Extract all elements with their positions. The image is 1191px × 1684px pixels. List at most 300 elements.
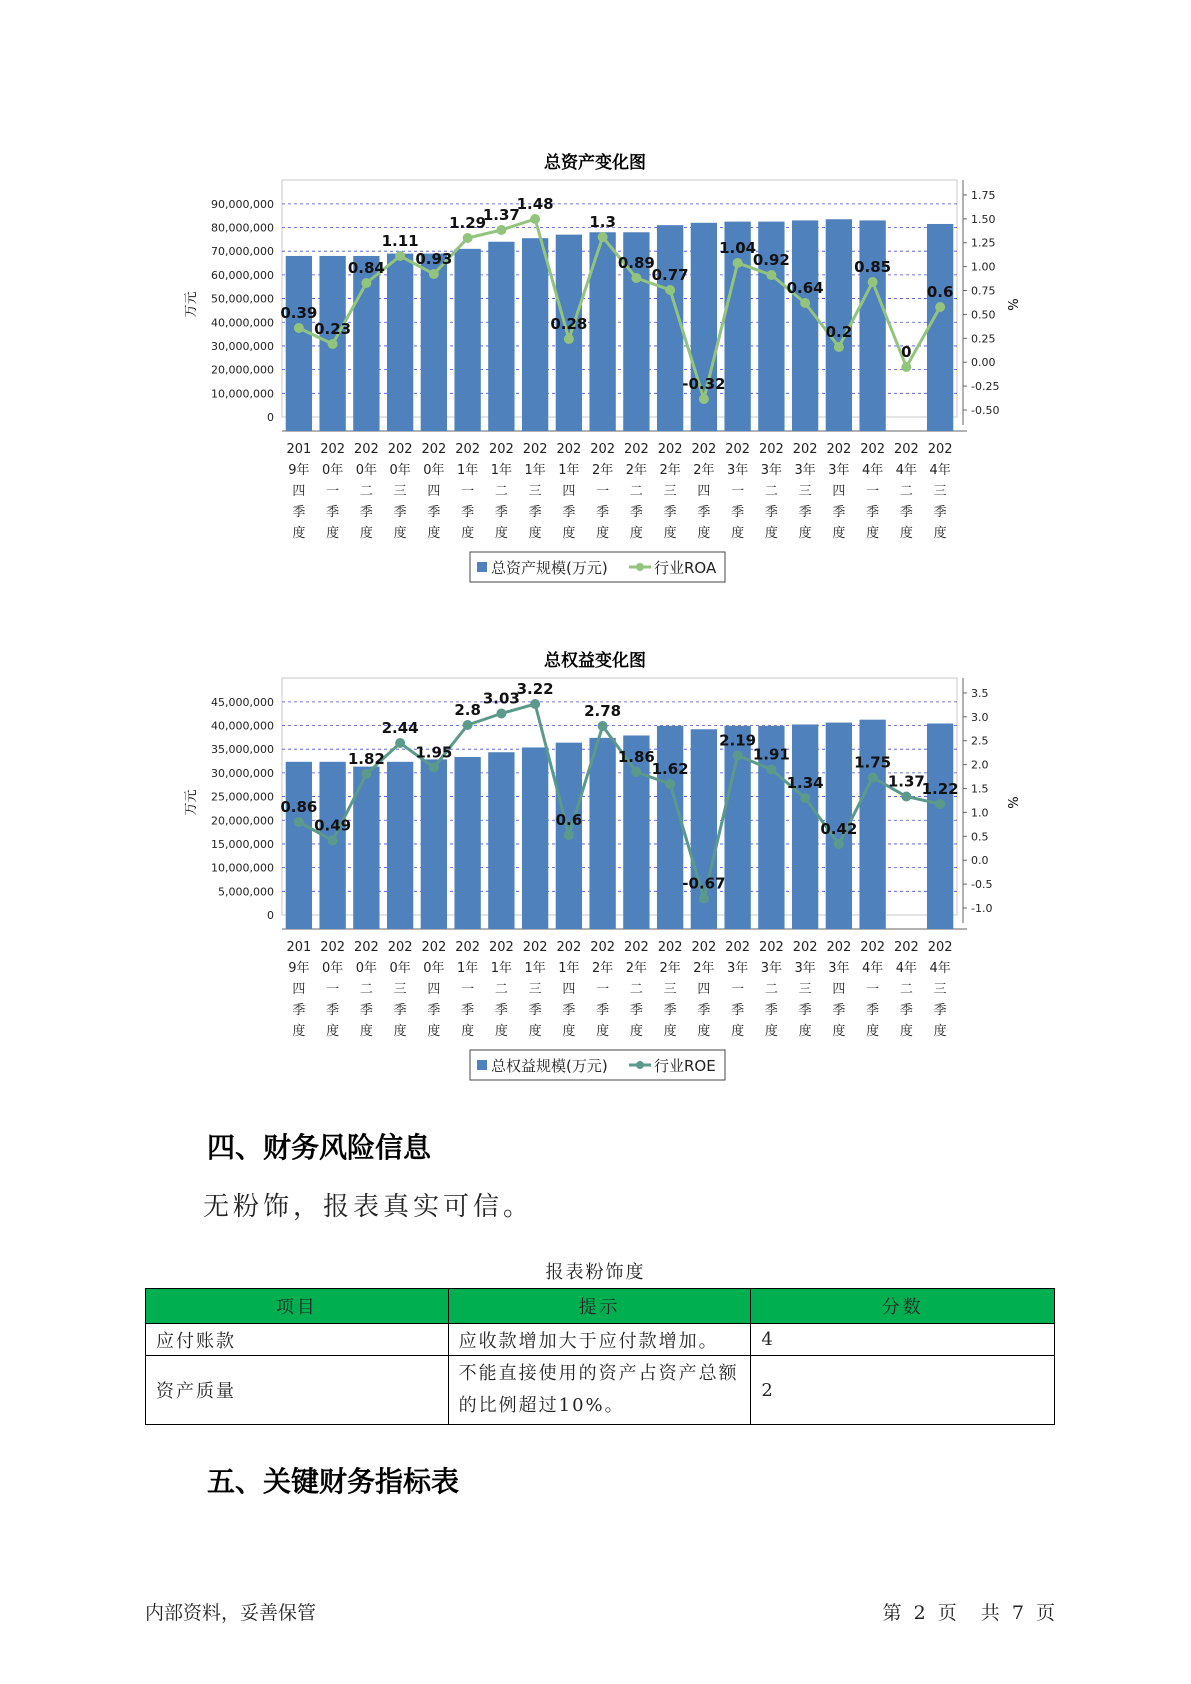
x-tick-label: 202 [758, 442, 784, 457]
x-tick-label: 度 [292, 1024, 306, 1039]
data-label: 1.37 [482, 206, 520, 224]
x-tick-label: 度 [562, 526, 576, 541]
x-tick-label: 度 [292, 526, 306, 541]
y2-tick-label: 1.0 [971, 806, 989, 820]
bar [387, 254, 413, 431]
x-tick-label: 201 [286, 940, 312, 955]
y2-axis-label: % [1004, 796, 1019, 809]
line-point [733, 751, 743, 761]
x-tick-label: 三 [528, 982, 542, 997]
x-tick-label: 1年 [490, 463, 513, 478]
line-point [766, 270, 776, 280]
x-tick-label: 202 [792, 442, 818, 457]
x-tick-label: 1年 [558, 961, 580, 976]
data-label: 1.86 [617, 748, 655, 766]
data-label: 0.84 [347, 259, 385, 277]
x-tick-label: 202 [623, 940, 649, 955]
y2-tick-label: 0.0 [971, 854, 989, 868]
row-item: 应付账款 [146, 1324, 449, 1356]
y-tick-label: 20,000,000 [211, 814, 274, 828]
data-label: 2.78 [584, 702, 622, 720]
kpi-section-heading: 五、关键财务指标表 [207, 1465, 460, 1498]
total-prefix: 共 [980, 1602, 1000, 1624]
line-point [935, 799, 945, 809]
x-tick-label: 度 [764, 1024, 778, 1039]
x-tick-label: 度 [663, 526, 677, 541]
x-tick-label: 季 [528, 505, 542, 520]
data-label: 1.91 [752, 745, 790, 764]
x-tick-label: 0年 [321, 961, 344, 976]
line-point [868, 277, 878, 287]
header-item: 项目 [146, 1289, 449, 1324]
x-tick-label: 二 [899, 484, 913, 499]
x-tick-label: 季 [427, 1003, 441, 1018]
x-tick-label: 度 [933, 526, 947, 541]
row-hint: 应收款增加大于应付款增加。 [448, 1324, 751, 1356]
y-tick-label: 15,000,000 [211, 837, 274, 851]
x-tick-label: 季 [461, 505, 475, 520]
x-tick-label: 季 [663, 505, 677, 520]
bar [657, 225, 683, 431]
y-axis-label: 万元 [184, 291, 199, 318]
x-tick-label: 202 [320, 442, 346, 457]
legend-label-line: 行业ROA [654, 559, 717, 577]
y-tick-label: 90,000,000 [211, 197, 274, 211]
x-tick-label: 度 [461, 1024, 475, 1039]
data-label: 1.34 [786, 774, 824, 792]
x-tick-label: 季 [393, 505, 407, 520]
y2-tick-label: 2.0 [971, 758, 989, 772]
x-tick-label: 二 [359, 484, 373, 499]
x-tick-label: 0年 [355, 463, 378, 478]
data-label: 1.29 [449, 214, 487, 232]
x-tick-label: 3年 [726, 961, 749, 976]
data-label: 1.95 [415, 743, 453, 762]
x-tick-label: 2年 [693, 961, 715, 976]
data-label: 0.28 [550, 315, 588, 333]
x-tick-label: 202 [455, 442, 481, 457]
y2-tick-label: 0.50 [971, 308, 996, 322]
y-tick-label: 30,000,000 [211, 339, 274, 353]
x-tick-label: 季 [798, 505, 812, 520]
x-tick-label: 季 [832, 1003, 846, 1018]
x-tick-label: 4年 [929, 961, 951, 976]
y2-tick-label: 1.5 [971, 782, 989, 796]
x-tick-label: 季 [427, 505, 441, 520]
legend-swatch-point [636, 1061, 644, 1069]
x-tick-label: 1年 [558, 463, 580, 478]
x-tick-label: 四 [427, 982, 441, 997]
bar [589, 738, 615, 929]
x-tick-label: 202 [860, 940, 886, 955]
x-tick-label: 季 [663, 1003, 677, 1018]
x-tick-label: 度 [461, 526, 475, 541]
x-tick-label: 季 [697, 505, 711, 520]
x-tick-label: 202 [657, 442, 683, 457]
x-tick-label: 一 [596, 982, 610, 997]
y2-tick-label: 1.75 [971, 188, 996, 202]
x-tick-label: 三 [393, 982, 407, 997]
x-tick-label: 四 [562, 982, 576, 997]
x-tick-label: 202 [590, 442, 616, 457]
data-label: 2.19 [719, 731, 757, 750]
line-point [631, 767, 641, 777]
line-point [834, 342, 844, 352]
x-tick-label: 202 [623, 442, 649, 457]
total-equity-chart [0, 638, 1191, 1098]
x-tick-label: 202 [691, 442, 717, 457]
y-tick-label: 40,000,000 [211, 316, 274, 330]
line-point [294, 817, 304, 827]
y-tick-label: 50,000,000 [211, 292, 274, 306]
line-point [598, 232, 608, 242]
x-tick-label: 一 [731, 484, 745, 499]
x-tick-label: 202 [522, 940, 548, 955]
y2-tick-label: -0.5 [971, 878, 993, 892]
x-tick-label: 度 [596, 1024, 610, 1039]
table-header-row [146, 1289, 1055, 1324]
bar [792, 724, 818, 929]
x-tick-label: 202 [421, 442, 447, 457]
x-tick-label: 度 [663, 1024, 677, 1039]
x-tick-label: 季 [562, 505, 576, 520]
risk-summary-text: 无粉饰，报表真实可信。 [203, 1192, 534, 1222]
data-label: 1.62 [651, 760, 689, 778]
x-tick-label: 季 [899, 1003, 913, 1018]
bar [927, 724, 953, 929]
x-tick-label: 度 [697, 526, 711, 541]
table-caption: 报表粉饰度 [545, 1262, 646, 1283]
data-label: 0.89 [617, 254, 655, 272]
legend-swatch-point [636, 563, 644, 571]
x-tick-label: 201 [286, 442, 312, 457]
x-tick-label: 度 [832, 1024, 846, 1039]
x-tick-label: 1年 [524, 961, 546, 976]
x-tick-label: 二 [764, 982, 778, 997]
data-label: 0.2 [825, 323, 853, 341]
x-tick-label: 0年 [389, 463, 411, 478]
x-tick-label: 四 [832, 484, 846, 499]
x-tick-label: 一 [731, 982, 745, 997]
line-point [598, 721, 608, 731]
x-tick-label: 三 [933, 982, 947, 997]
data-label: 0.64 [786, 279, 824, 297]
x-tick-label: 季 [798, 1003, 812, 1018]
x-tick-label: 季 [359, 505, 373, 520]
line-point [766, 765, 776, 775]
x-tick-label: 四 [562, 484, 576, 499]
data-label: 1.3 [589, 213, 616, 231]
data-label: 0.42 [820, 820, 858, 838]
x-tick-label: 二 [494, 982, 508, 997]
x-tick-label: 季 [359, 1003, 373, 1018]
x-tick-label: 季 [697, 1003, 711, 1018]
x-tick-label: 4年 [861, 961, 884, 976]
x-tick-label: 202 [488, 442, 514, 457]
x-tick-label: 202 [927, 940, 953, 955]
x-tick-label: 季 [393, 1003, 407, 1018]
x-tick-label: 9年 [288, 961, 310, 976]
data-label: 1.11 [381, 232, 419, 250]
data-label: 1.04 [719, 239, 757, 257]
y-tick-label: 40,000,000 [211, 719, 274, 733]
y-tick-label: 45,000,000 [211, 695, 274, 709]
x-tick-label: 度 [866, 526, 880, 541]
total-assets-chart [0, 140, 1191, 600]
x-tick-label: 202 [488, 940, 514, 955]
x-tick-label: 季 [292, 505, 306, 520]
bar [454, 757, 480, 929]
y-tick-label: 10,000,000 [211, 387, 274, 401]
y-tick-label: 80,000,000 [211, 221, 274, 235]
x-tick-label: 2年 [693, 463, 715, 478]
x-tick-label: 季 [326, 1003, 340, 1018]
line-point [699, 394, 709, 404]
line-point [496, 225, 506, 235]
data-label: 2.44 [381, 719, 419, 737]
x-tick-label: 二 [359, 982, 373, 997]
x-tick-label: 202 [455, 940, 481, 955]
x-tick-label: 季 [292, 1003, 306, 1018]
legend-swatch-bar [477, 1060, 487, 1070]
x-tick-label: 4年 [861, 463, 884, 478]
y2-tick-label: 0.25 [971, 332, 996, 346]
x-tick-label: 2年 [659, 961, 681, 976]
x-tick-label: 三 [798, 982, 812, 997]
bar [454, 249, 480, 431]
x-tick-label: 度 [393, 526, 407, 541]
legend-label-bar: 总权益规模(万元) [491, 1057, 608, 1075]
x-tick-label: 度 [764, 526, 778, 541]
y2-tick-label: 1.00 [971, 260, 996, 274]
y-tick-label: 60,000,000 [211, 268, 274, 282]
x-tick-label: 四 [697, 484, 711, 499]
x-tick-label: 202 [590, 940, 616, 955]
x-tick-label: 二 [764, 484, 778, 499]
line-point [463, 720, 473, 730]
row-score: 4 [751, 1324, 1055, 1356]
line-point [395, 251, 405, 261]
x-tick-label: 0年 [321, 463, 344, 478]
y-tick-label: 0 [267, 909, 274, 922]
x-tick-label: 度 [494, 1024, 508, 1039]
page-number: 2 [913, 1602, 926, 1624]
x-tick-label: 二 [899, 982, 913, 997]
page-unit: 页 [937, 1602, 957, 1624]
x-tick-label: 季 [933, 505, 947, 520]
bar [421, 759, 447, 929]
legend-label-bar: 总资产规模(万元) [491, 559, 608, 577]
x-tick-label: 4年 [895, 463, 918, 478]
line-point [429, 763, 439, 773]
y-axis-label: 万元 [184, 789, 199, 816]
x-tick-label: 度 [528, 1024, 542, 1039]
data-label: 0 [901, 343, 912, 361]
header-hint: 提示 [448, 1289, 751, 1324]
y2-tick-label: 0.75 [971, 284, 996, 298]
x-tick-label: 度 [326, 1024, 340, 1039]
x-tick-label: 2年 [591, 961, 614, 976]
x-tick-label: 202 [860, 442, 886, 457]
line-point [564, 334, 574, 344]
x-tick-label: 度 [326, 526, 340, 541]
x-tick-label: 4年 [929, 463, 951, 478]
x-tick-label: 度 [393, 1024, 407, 1039]
line-point [901, 362, 911, 372]
data-label: 0.92 [752, 251, 790, 269]
x-tick-label: 四 [697, 982, 711, 997]
y-tick-label: 20,000,000 [211, 363, 274, 377]
x-tick-label: 季 [494, 1003, 508, 1018]
x-tick-label: 四 [832, 982, 846, 997]
line-point [395, 738, 405, 748]
x-tick-label: 季 [494, 505, 508, 520]
x-tick-label: 季 [933, 1003, 947, 1018]
x-tick-label: 202 [353, 442, 379, 457]
y2-tick-label: 3.5 [971, 686, 989, 700]
data-label: 1.82 [347, 750, 385, 768]
line-point [800, 298, 810, 308]
bar [657, 726, 683, 929]
line-point [800, 793, 810, 803]
data-label: 0.49 [314, 816, 352, 835]
data-label: 0.86 [280, 798, 318, 816]
y2-tick-label: 0.00 [971, 356, 996, 370]
x-tick-label: 度 [798, 526, 812, 541]
x-tick-label: 度 [899, 1024, 913, 1039]
y-tick-label: 30,000,000 [211, 766, 274, 780]
line-point [429, 269, 439, 279]
data-label: 1.48 [516, 195, 554, 213]
line-point [665, 779, 675, 789]
table-row [146, 1356, 1055, 1425]
legend-label-line: 行业ROE [654, 1057, 716, 1075]
x-tick-label: 202 [320, 940, 346, 955]
x-tick-label: 四 [292, 982, 306, 997]
line-point [328, 339, 338, 349]
line-point [665, 285, 675, 295]
total-equity-chart-svg [0, 638, 1191, 1098]
x-tick-label: 季 [866, 1003, 880, 1018]
x-tick-label: 度 [596, 526, 610, 541]
y2-tick-label: 3.0 [971, 710, 989, 724]
total-unit: 页 [1035, 1602, 1055, 1624]
line-point [834, 839, 844, 849]
bar [488, 242, 514, 431]
x-tick-label: 季 [832, 505, 846, 520]
data-label: 0.23 [314, 320, 352, 338]
line-point [631, 273, 641, 283]
bar [859, 720, 885, 929]
x-tick-label: 季 [596, 1003, 610, 1018]
y2-tick-label: -0.25 [971, 380, 1000, 394]
x-tick-label: 202 [725, 442, 751, 457]
x-tick-label: 0年 [423, 961, 445, 976]
line-point [699, 894, 709, 904]
row-score: 2 [751, 1356, 1055, 1425]
total-pages: 7 [1011, 1602, 1024, 1624]
line-point [530, 214, 540, 224]
risk-section-heading: 四、财务风险信息 [207, 1131, 432, 1164]
x-tick-label: 202 [725, 940, 751, 955]
bar [522, 238, 548, 431]
x-tick-label: 202 [893, 940, 919, 955]
x-tick-label: 一 [461, 484, 475, 499]
row-item: 资产质量 [146, 1356, 449, 1425]
data-label: 0.6 [555, 811, 583, 829]
x-tick-label: 季 [528, 1003, 542, 1018]
x-tick-label: 一 [326, 484, 340, 499]
x-tick-label: 1年 [456, 961, 479, 976]
bar [927, 224, 953, 431]
x-tick-label: 202 [691, 940, 717, 955]
y2-tick-label: 2.5 [971, 734, 989, 748]
x-tick-label: 202 [657, 940, 683, 955]
x-tick-label: 一 [866, 982, 880, 997]
line-point [564, 830, 574, 840]
line-point [361, 769, 371, 779]
x-tick-label: 1年 [524, 463, 546, 478]
x-tick-label: 一 [866, 484, 880, 499]
x-tick-label: 三 [393, 484, 407, 499]
x-tick-label: 度 [629, 526, 643, 541]
y-tick-label: 0 [267, 411, 274, 424]
y-tick-label: 25,000,000 [211, 790, 274, 804]
x-tick-label: 季 [326, 505, 340, 520]
y-tick-label: 35,000,000 [211, 743, 274, 757]
x-tick-label: 3年 [760, 961, 783, 976]
x-tick-label: 202 [792, 940, 818, 955]
x-tick-label: 202 [387, 940, 413, 955]
bar [488, 752, 514, 929]
data-label: 0.39 [280, 304, 318, 322]
footer-page-info [877, 1598, 1055, 1625]
x-tick-label: 度 [359, 526, 373, 541]
x-tick-label: 季 [764, 1003, 778, 1018]
bar [792, 220, 818, 431]
y2-tick-label: 1.50 [971, 212, 996, 226]
x-tick-label: 9年 [288, 463, 310, 478]
x-tick-label: 三 [663, 982, 677, 997]
x-tick-label: 202 [421, 940, 447, 955]
x-tick-label: 度 [899, 526, 913, 541]
line-point [530, 699, 540, 709]
x-tick-label: 1年 [490, 961, 513, 976]
x-tick-label: 度 [629, 1024, 643, 1039]
x-tick-label: 度 [427, 1024, 441, 1039]
bar [859, 220, 885, 431]
x-tick-label: 3年 [794, 961, 816, 976]
x-tick-label: 季 [629, 1003, 643, 1018]
data-label: 0.93 [415, 250, 453, 268]
x-tick-label: 季 [731, 505, 745, 520]
bar [421, 254, 447, 431]
x-tick-label: 3年 [794, 463, 816, 478]
x-tick-label: 度 [562, 1024, 576, 1039]
x-tick-label: 202 [522, 442, 548, 457]
line-point [361, 278, 371, 288]
x-tick-label: 度 [494, 526, 508, 541]
bar [387, 762, 413, 929]
x-tick-label: 季 [596, 505, 610, 520]
total-assets-chart-svg [0, 140, 1191, 600]
x-tick-label: 三 [663, 484, 677, 499]
bar [286, 256, 312, 431]
header-score: 分数 [751, 1289, 1055, 1324]
x-tick-label: 三 [528, 484, 542, 499]
line-point [294, 323, 304, 333]
x-tick-label: 202 [353, 940, 379, 955]
